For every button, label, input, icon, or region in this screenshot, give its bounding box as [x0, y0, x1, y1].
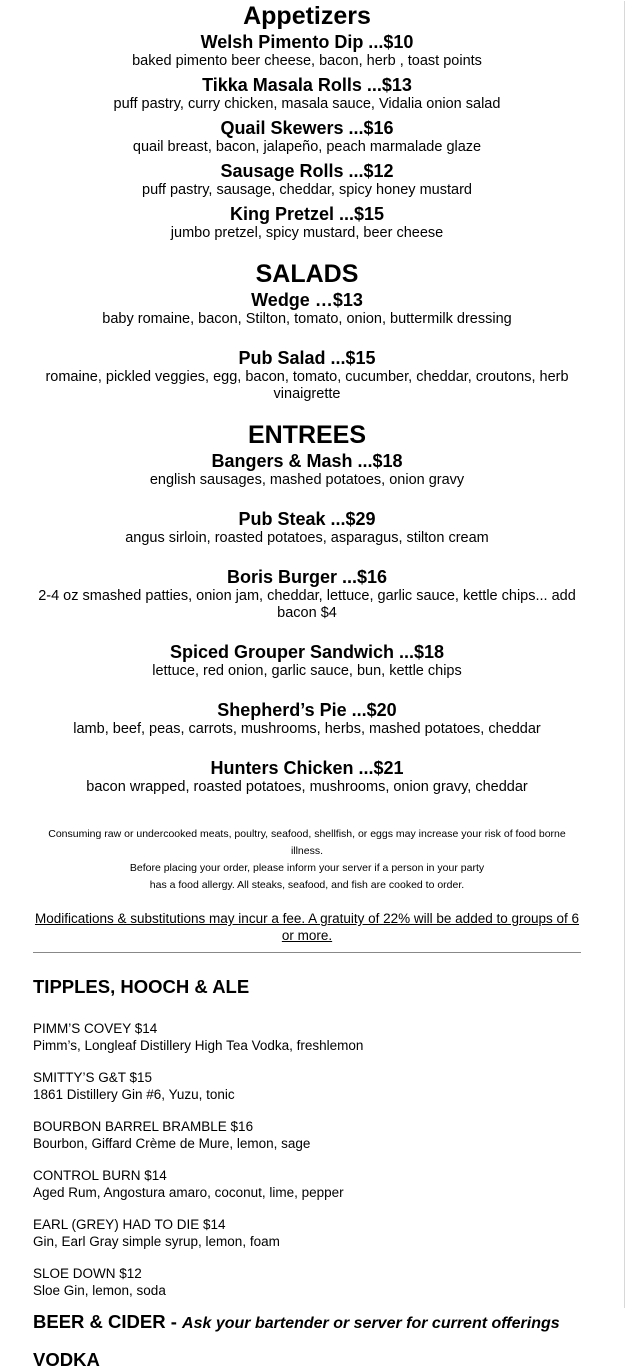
cocktail-item: [33, 1216, 581, 1250]
menu-item: [33, 203, 581, 242]
item-description: lettuce, red onion, garlic sauce, bun, kettle chips: [152, 663, 462, 679]
food-safety-notice: [33, 826, 581, 944]
entrees-title: ENTREES: [247, 421, 367, 449]
allergy-notice: Before placing your order, please inform your server if a person in your party: [129, 862, 485, 874]
item-description: 2-4 oz smashed patties, onion jam, cheddar, lettuce, garlic sauce, kettle chips... add bacon $4: [38, 588, 576, 621]
item-name: Wedge …$13: [251, 290, 363, 310]
menu-item: [33, 117, 581, 156]
item-description: quail breast, bacon, jalapeño, peach marmalade glaze: [132, 139, 482, 155]
item-name: Tikka Masala Rolls ...$13: [202, 75, 412, 95]
cocktail-item: [33, 1167, 581, 1201]
item-name: King Pretzel ...$15: [229, 204, 385, 224]
item-name: Pub Salad ...$15: [238, 348, 376, 368]
item-description: baked pimento beer cheese, bacon, herb , toast points: [132, 53, 482, 69]
item-name: Quail Skewers ...$16: [220, 118, 394, 138]
item-description: romaine, pickled veggies, egg, bacon, tomato, cucumber, cheddar, croutons, herb vinaigrette: [45, 369, 569, 402]
menu-item: [33, 699, 581, 738]
menu-item: [33, 508, 581, 547]
cocktail-description: Bourbon, Giffard Crème de Mure, lemon, sage: [33, 1136, 311, 1151]
cocktail-item: [33, 1265, 581, 1299]
cocktail-name: BOURBON BARREL BRAMBLE $16: [33, 1119, 254, 1134]
menu-item: [33, 757, 581, 796]
item-description: jumbo pretzel, spicy mustard, beer cheese: [170, 225, 444, 241]
item-name: Bangers & Mash ...$18: [211, 451, 403, 471]
beer-cider-note: Ask your bartender or server for current offerings: [182, 1315, 560, 1332]
cocktail-name: EARL (GREY) HAD TO DIE $14: [33, 1217, 226, 1232]
vodka-title: VODKA: [33, 1349, 100, 1370]
menu-item: [33, 74, 581, 113]
cocktail-description: Sloe Gin, lemon, soda: [33, 1283, 166, 1298]
item-name: Pub Steak ...$29: [238, 509, 376, 529]
item-name: Sausage Rolls ...$12: [220, 161, 394, 181]
cocktail-item: [33, 1069, 581, 1103]
item-description: baby romaine, bacon, Stilton, tomato, onion, buttermilk dressing: [102, 311, 512, 327]
item-name: Shepherd’s Pie ...$20: [217, 700, 397, 720]
cocktail-name: CONTROL BURN $14: [33, 1168, 167, 1183]
menu-item: [33, 450, 581, 489]
item-name: Spiced Grouper Sandwich ...$18: [169, 642, 445, 662]
menu-item: [33, 641, 581, 680]
appetizers-title: Appetizers: [243, 2, 371, 30]
cocktail-name: PIMM’S COVEY $14: [33, 1021, 158, 1036]
item-name: Welsh Pimento Dip ...$10: [200, 32, 414, 52]
drinks-title: TIPPLES, HOOCH & ALE: [33, 976, 250, 997]
menu: [33, 1, 581, 1371]
cocktail-name: SLOE DOWN $12: [33, 1266, 142, 1281]
menu-item: [33, 31, 581, 70]
cocktail-description: Pimm’s, Longleaf Distillery High Tea Vodka, freshlemon: [33, 1038, 364, 1053]
salads-section: [33, 259, 581, 403]
section-divider: [33, 952, 581, 953]
beer-cider-title: BEER & CIDER -: [33, 1311, 183, 1332]
appetizers-section: [33, 1, 581, 242]
raw-food-warning: Consuming raw or undercooked meats, poultry, seafood, shellfish, or eggs may increase your risk of food borne illness.: [48, 828, 566, 857]
item-name: Boris Burger ...$16: [226, 567, 388, 587]
item-description: bacon wrapped, roasted potatoes, mushrooms, onion gravy, cheddar: [86, 779, 528, 795]
cocktail-description: Aged Rum, Angostura amaro, coconut, lime, pepper: [33, 1185, 344, 1200]
drinks-section: [33, 976, 581, 1371]
menu-item: [33, 289, 581, 328]
cocktail-description: 1861 Distillery Gin #6, Yuzu, tonic: [33, 1087, 235, 1102]
menu-item: [33, 347, 581, 403]
entrees-section: [33, 420, 581, 796]
item-description: puff pastry, sausage, cheddar, spicy honey mustard: [142, 182, 472, 198]
item-name: Hunters Chicken ...$21: [210, 758, 404, 778]
cooked-to-order-notice: has a food allergy. All steaks, seafood, and fish are cooked to order.: [149, 879, 465, 891]
item-description: english sausages, mashed potatoes, onion gravy: [149, 472, 465, 488]
cocktail-description: Gin, Earl Gray simple syrup, lemon, foam: [33, 1234, 280, 1249]
item-description: angus sirloin, roasted potatoes, asparagus, stilton cream: [125, 530, 489, 546]
salads-title: SALADS: [255, 260, 359, 288]
cocktail-item: [33, 1020, 581, 1054]
item-description: puff pastry, curry chicken, masala sauce, Vidalia onion salad: [113, 96, 501, 112]
menu-item: [33, 160, 581, 199]
beer-cider-heading: [33, 1311, 581, 1335]
menu-item: [33, 566, 581, 622]
modifications-gratuity-note: Modifications & substitutions may incur a fee. A gratuity of 22% will be added to groups of 6 or more.: [34, 911, 580, 943]
item-description: lamb, beef, peas, carrots, mushrooms, herbs, mashed potatoes, cheddar: [73, 721, 541, 737]
cocktail-item: [33, 1118, 581, 1152]
cocktail-name: SMITTY’S G&T $15: [33, 1070, 153, 1085]
